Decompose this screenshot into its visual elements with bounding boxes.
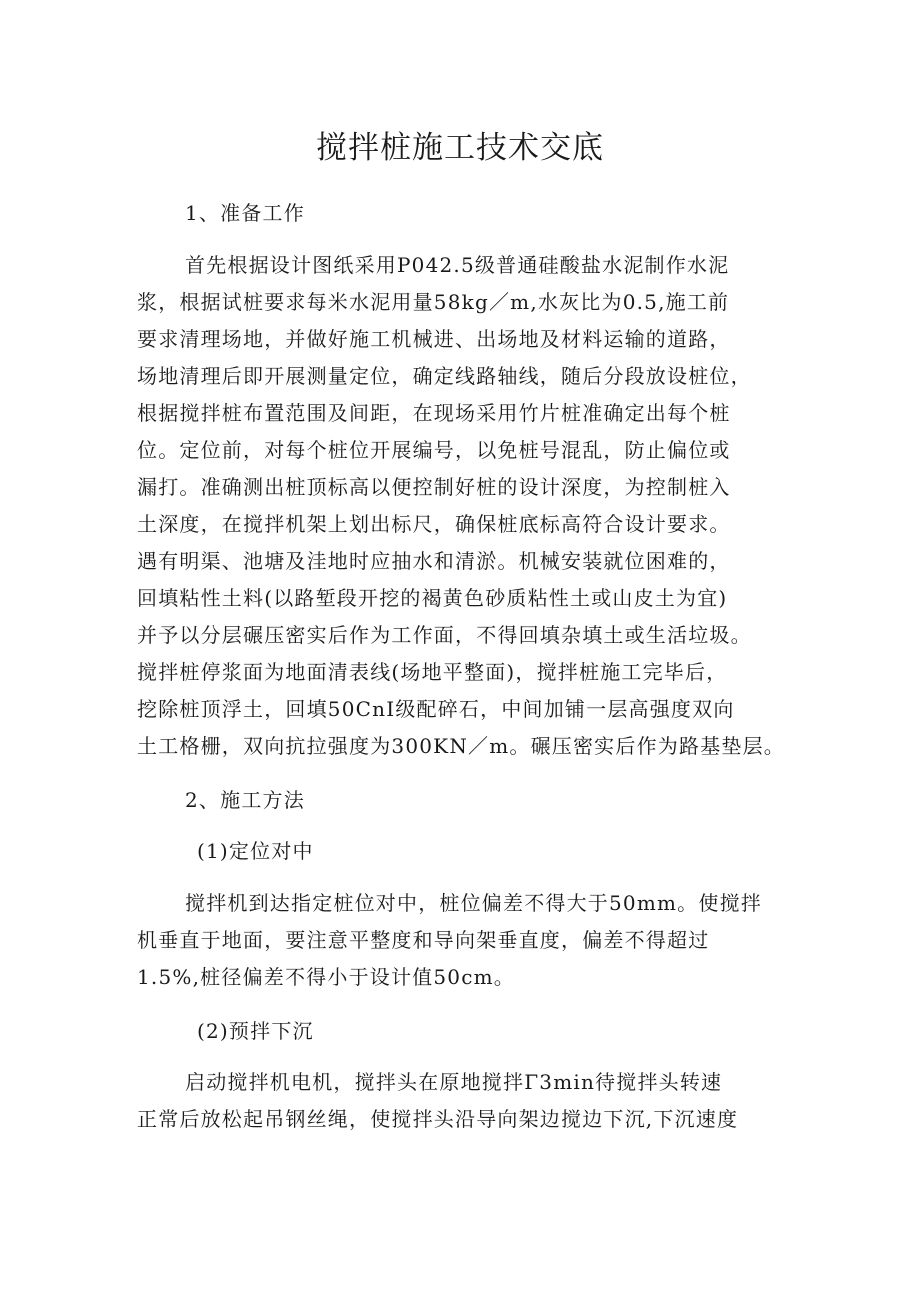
paragraph-line: 1.5%,桩径偏差不得小于设计值50cm。 xyxy=(137,965,515,989)
paragraph-line: 浆，根据试桩要求每米水泥用量58kg／m,水灰比为0.5,施工前 xyxy=(137,290,730,314)
document-title: 搅拌桩施工技术交底 xyxy=(316,130,604,166)
paragraph-line: 场地清理后即开展测量定位，确定线路轴线，随后分段放设桩位， xyxy=(137,364,752,388)
paragraph-line: 搅拌机到达指定桩位对中，桩位偏差不得大于50mm。使搅拌 xyxy=(185,891,762,915)
paragraph-line: 回填粘性土料(以路堑段开挖的褐黄色砂质粘性土或山皮土为宜) xyxy=(137,586,728,610)
paragraph-line: 搅拌桩停浆面为地面清表线(场地平整面)，搅拌桩施工完毕后， xyxy=(137,660,728,684)
paragraph-line: 位。定位前，对每个桩位开展编号，以免桩号混乱，防止偏位或 xyxy=(137,438,731,462)
section-heading-preparation: 1、准备工作 xyxy=(185,201,305,225)
paragraph-line: 土工格栅，双向抗拉强度为300KN／m。碾压密实后作为路基垫层。 xyxy=(137,734,785,758)
paragraph-line: 根据搅拌桩布置范围及间距，在现场采用竹片桩准确定出每个桩 xyxy=(137,401,731,425)
paragraph-line: 首先根据设计图纸采用P042.5级普通硅酸盐水泥制作水泥 xyxy=(185,253,730,277)
paragraph-line: 遇有明渠、池塘及洼地时应抽水和清淤。机械安装就位困难的， xyxy=(137,549,731,573)
paragraph-line: 漏打。准确测出桩顶标高以便控制好桩的设计深度，为控制桩入 xyxy=(137,475,731,499)
paragraph-line: 土深度，在搅拌机架上划出标尺，确保桩底标高符合设计要求。 xyxy=(137,512,731,536)
subsection-heading-positioning: (1)定位对中 xyxy=(197,839,314,863)
paragraph-line: 正常后放松起吊钢丝绳，使搅拌头沿导向架边搅边下沉,下沉速度 xyxy=(137,1107,739,1131)
paragraph-line: 要求清理场地，并做好施工机械进、出场地及材料运输的道路， xyxy=(137,327,731,351)
paragraph-line: 挖除桩顶浮土，回填50CnI级配碎石，中间加铺一层高强度双向 xyxy=(137,697,735,721)
paragraph-line: 并予以分层碾压密实后作为工作面，不得回填杂填土或生活垃圾。 xyxy=(137,623,752,647)
paragraph-line: 机垂直于地面，要注意平整度和导向架垂直度，偏差不得超过 xyxy=(137,928,710,952)
subsection-heading-premixing: (2)预拌下沉 xyxy=(197,1019,314,1043)
paragraph-line: 启动搅拌机电机，搅拌头在原地搅拌Γ3min待搅拌头转速 xyxy=(185,1070,723,1094)
section-heading-construction-method: 2、施工方法 xyxy=(185,788,305,812)
